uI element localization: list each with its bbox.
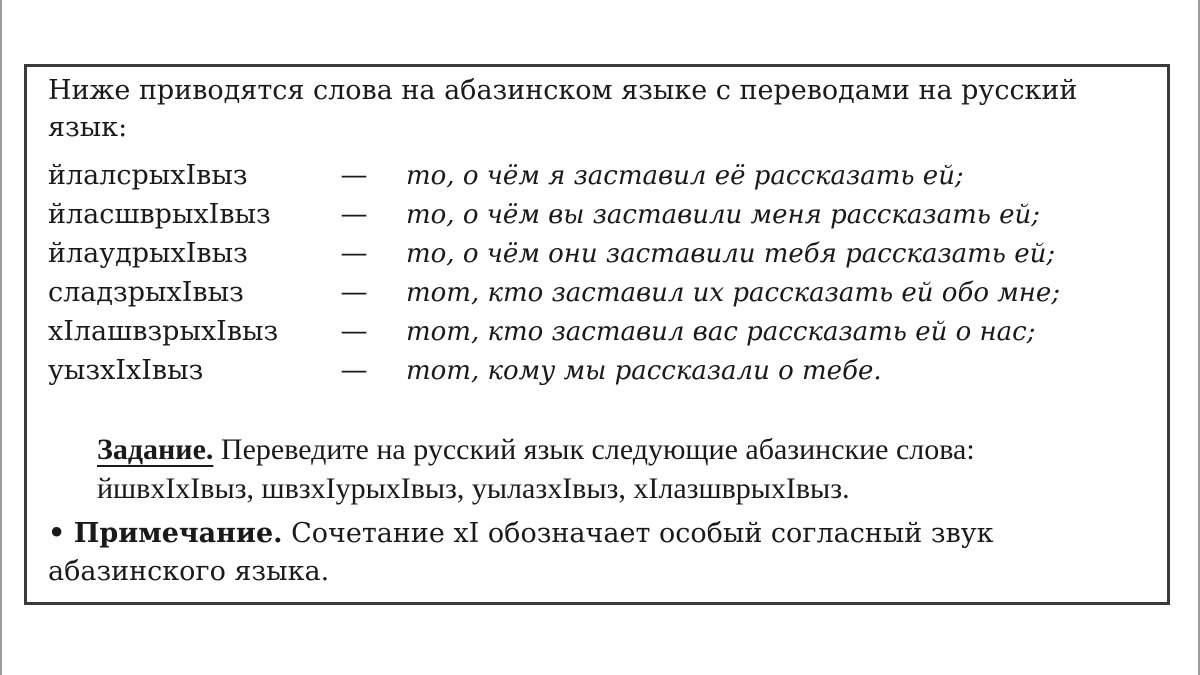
abaza-word: йласшврыхIвыз <box>48 199 271 230</box>
abaza-word: уызхIхIвыз <box>48 355 204 386</box>
russian-translation: то, о чём я заставил её рассказать ей; <box>406 161 964 191</box>
russian-translation: тот, кто заставил их рассказать ей обо мне; <box>406 278 1061 308</box>
problem-frame <box>24 64 1170 605</box>
task-section <box>97 430 1157 508</box>
note-text: Сочетание хI обозначает особый согласный звук абазинского языка. <box>48 518 994 587</box>
left-edge-divider <box>0 0 2 675</box>
note-bullet: • <box>48 518 66 549</box>
abaza-word: сладзрыхIвыз <box>48 277 244 308</box>
russian-translation: тот, кому мы рассказали о тебе. <box>406 356 882 386</box>
russian-translation: то, о чём вы заставили меня рассказать ей; <box>406 200 1041 230</box>
intro-text: Ниже приводятся слова на абазинском языке с переводами на русский язык: <box>48 75 1078 143</box>
dash: — <box>340 160 368 191</box>
example-row <box>48 160 1148 199</box>
note-section <box>48 515 1138 591</box>
example-row <box>48 199 1148 238</box>
task-words: йшвхIхIвыз, швзхIурыхIвыз, уылазхIвыз, хIлазшврыхIвыз. <box>97 472 850 505</box>
russian-translation: тот, кто заставил вас рассказать ей о нас; <box>406 317 1036 347</box>
abaza-word: йлаудрыхIвыз <box>48 238 248 269</box>
dash: — <box>340 199 368 230</box>
example-row <box>48 277 1148 316</box>
task-text: Переведите на русский язык следующие абазинские слова: <box>220 433 975 466</box>
abaza-word: йлалсрыхIвыз <box>48 160 248 191</box>
example-row <box>48 316 1148 355</box>
dash: — <box>340 238 368 269</box>
russian-translation: то, о чём они заставили тебя рассказать ей; <box>406 239 1056 269</box>
example-row <box>48 355 1148 394</box>
example-row <box>48 238 1148 277</box>
dash: — <box>340 277 368 308</box>
abaza-word: хIлашвзрыхIвыз <box>48 316 279 347</box>
note-label: Примечание. <box>73 518 283 549</box>
dash: — <box>340 316 368 347</box>
dash: — <box>340 355 368 386</box>
examples-list <box>48 160 1148 394</box>
task-label: Задание. <box>97 433 214 466</box>
